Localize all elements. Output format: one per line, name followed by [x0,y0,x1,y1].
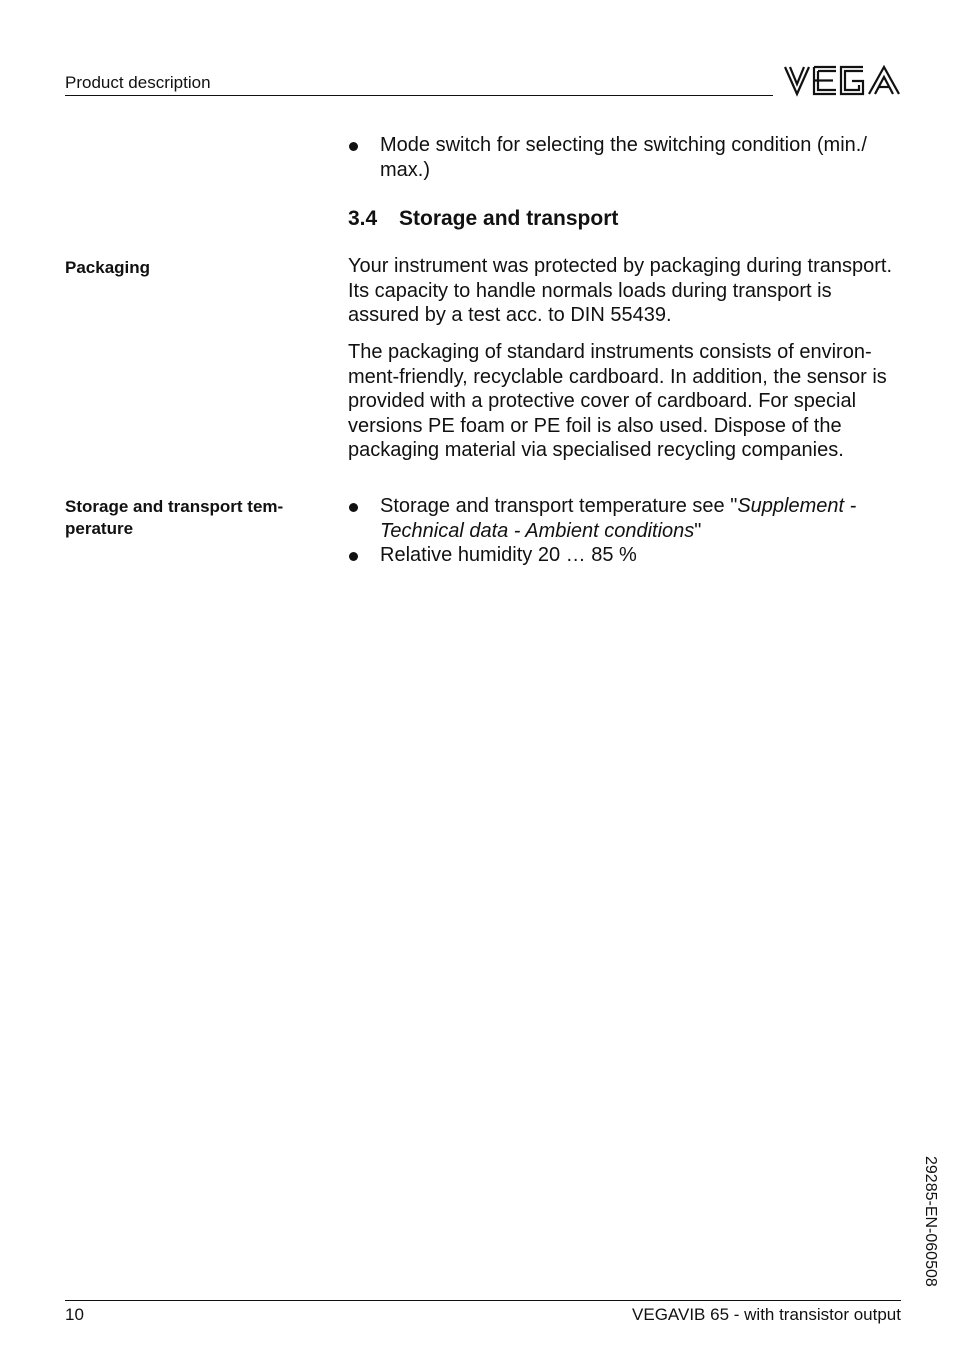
bullet-icon [348,133,380,182]
list-item-text: Mode switch for selecting the switching condition (min./ max.) [380,134,867,181]
text-prefix: Storage and transport temperature see " [380,495,738,517]
text-suffix: " [694,519,702,542]
list-item-text [380,494,908,543]
vega-logo [783,63,901,97]
paragraph: Your instrument was protected by packaging during transport. Its capacity to handle normals loads during transport is assured by a test acc. to DIN 55439. [348,255,893,326]
footer-rule [65,1300,901,1301]
list-item [348,494,908,543]
list-item [348,133,908,182]
header-rule [65,95,773,96]
section-number: 3.4 [348,207,378,230]
bullet-icon [348,543,380,568]
reference-italic: Supplement - Technical data - Ambient conditions [380,495,857,542]
running-header: Product description [65,73,211,92]
footer-product-name: VEGAVIB 65 - with transistor output [632,1305,901,1324]
bullet-icon [348,494,380,543]
page-number: 10 [65,1305,84,1324]
paragraph: The packaging of standard instruments consists of environ-ment-friendly, recyclable cardboard. In addition, the sensor is provided with a protective cover of cardboard. For special versions PE foam or PE foil is also used. Dispose of the packaging material via specialised recycling companies. [348,341,887,461]
section-heading [348,207,618,231]
side-label-storage: Storage and transport tem-perature [65,497,284,538]
document-id: 29285-EN-060508 [922,1156,939,1287]
section-title: Storage and transport [399,207,619,230]
side-label-packaging: Packaging [65,258,151,277]
list-item [348,543,908,568]
list-item-text: Relative humidity 20 … 85 % [380,544,637,566]
